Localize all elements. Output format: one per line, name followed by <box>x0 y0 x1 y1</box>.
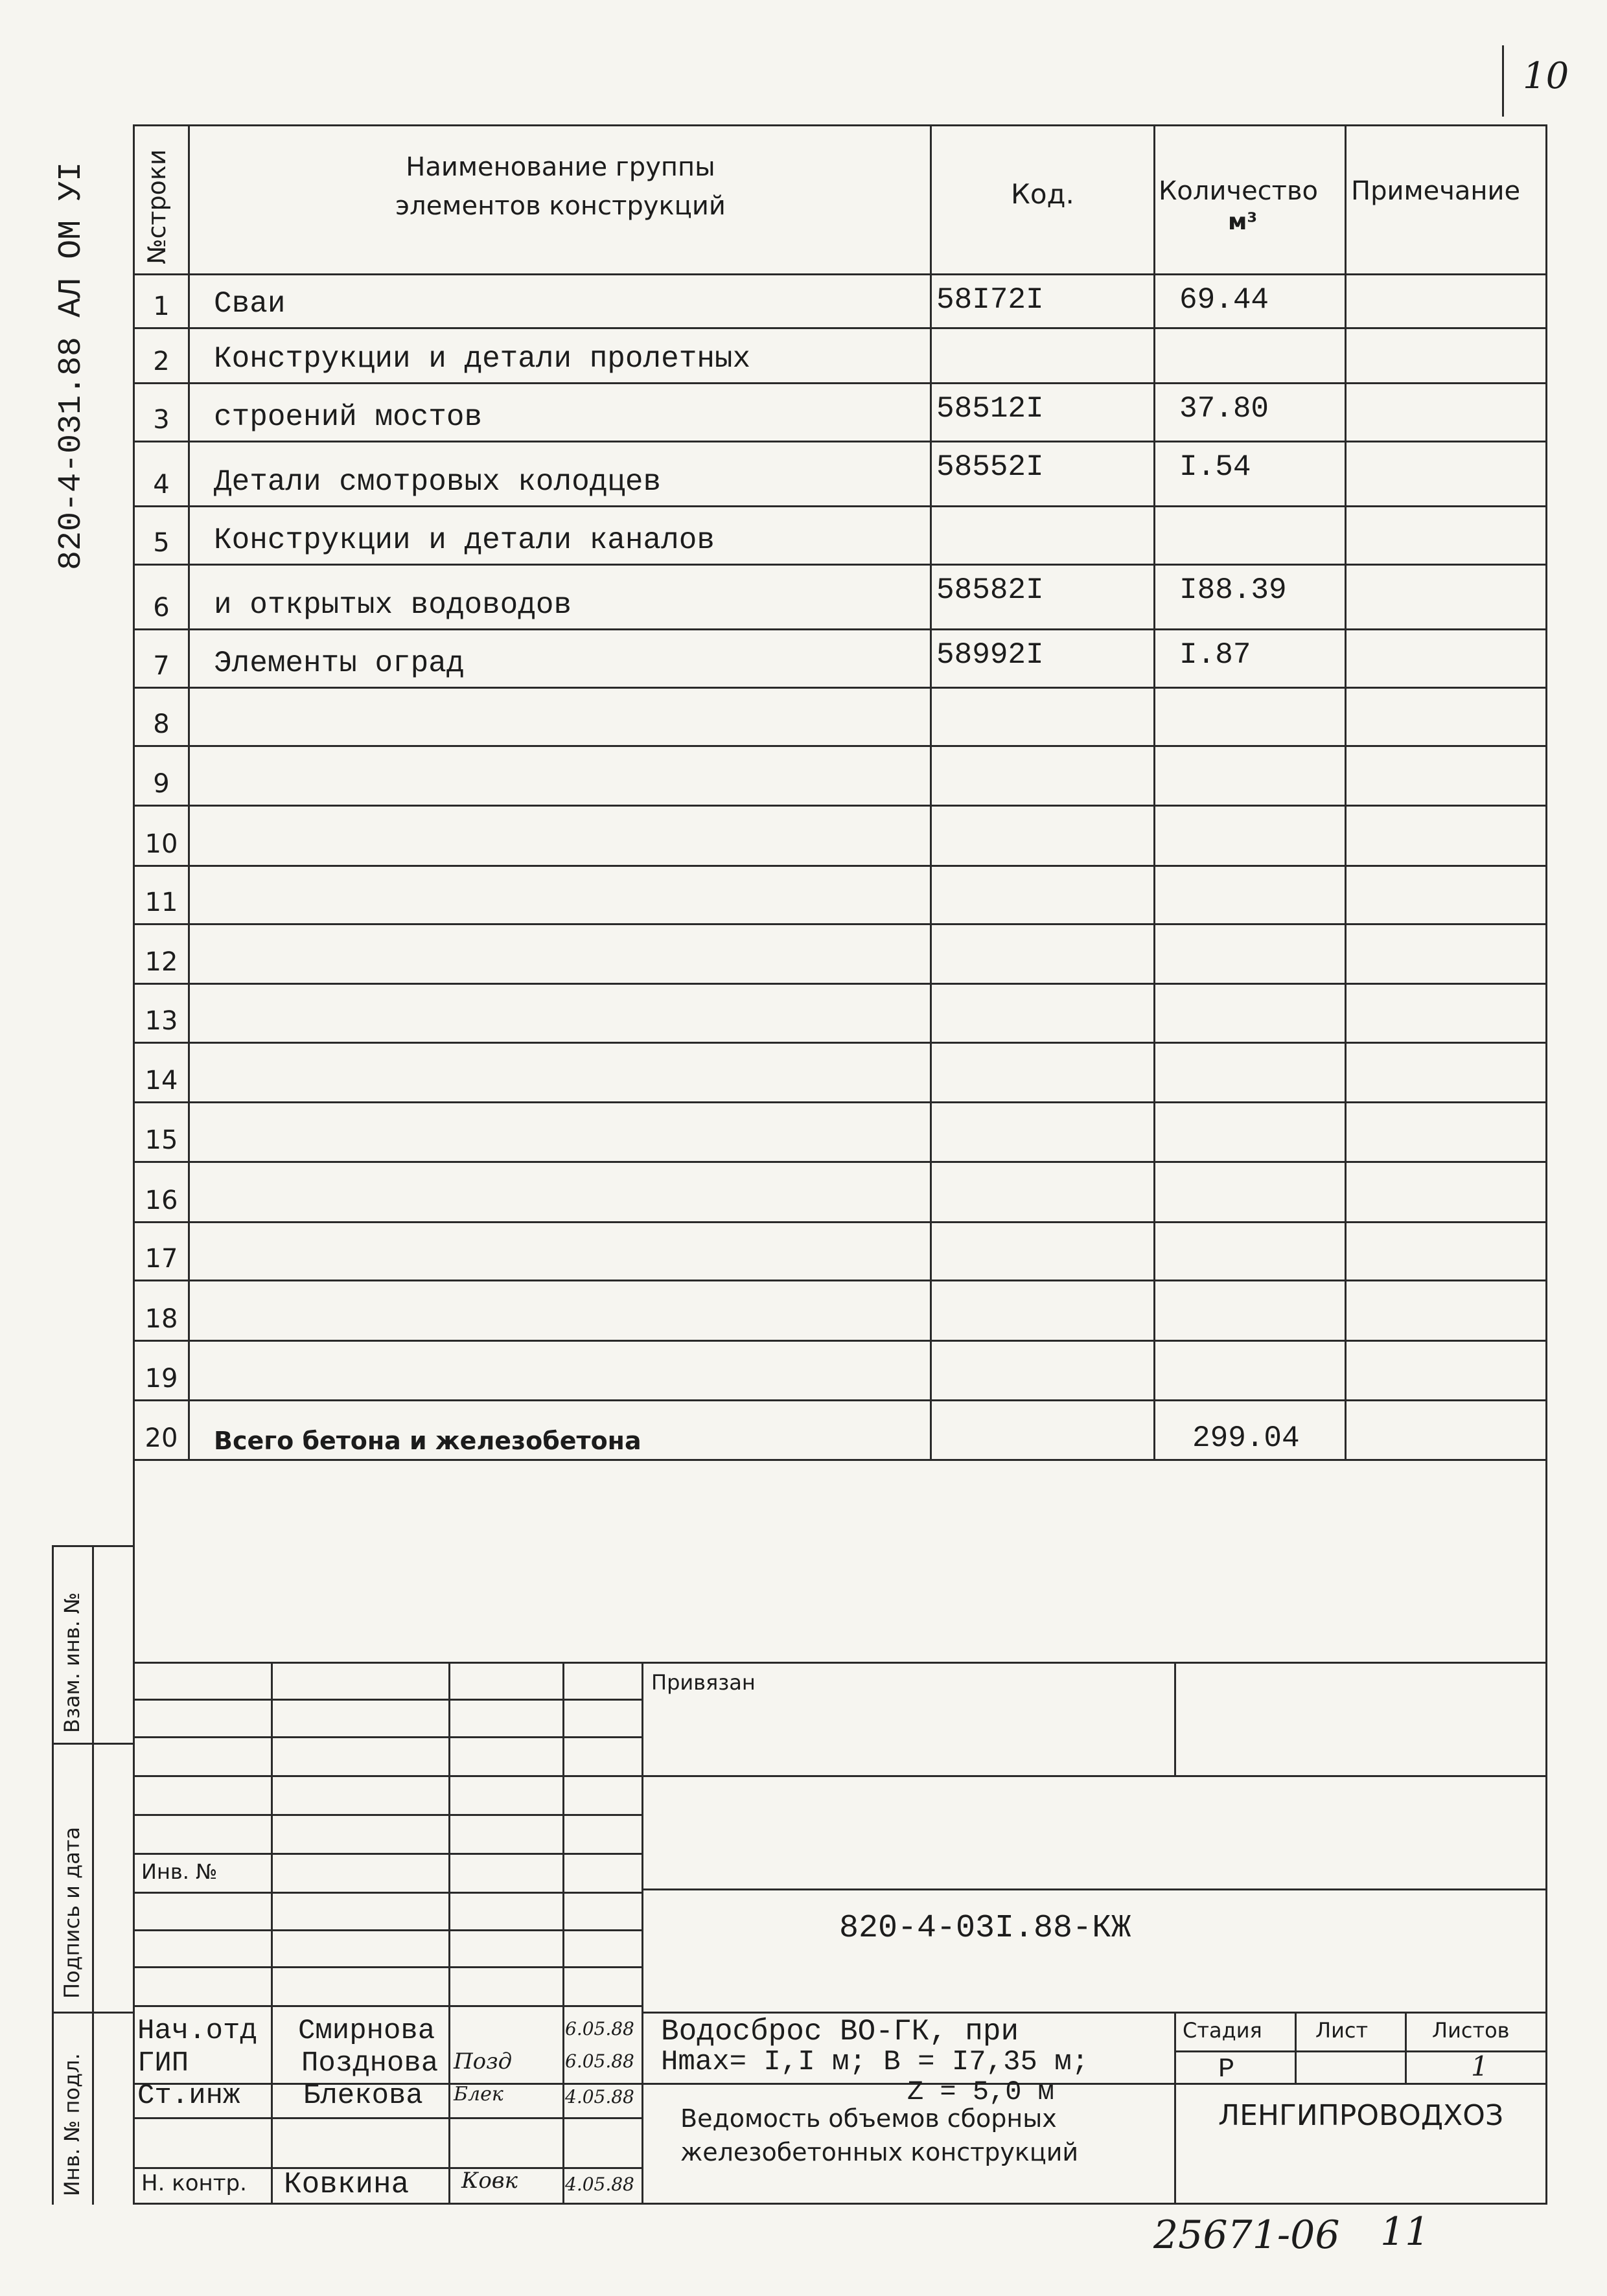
row-number: 12 <box>145 947 178 977</box>
header-quantity-unit: м³ <box>1228 209 1258 235</box>
row-number: 4 <box>153 470 170 499</box>
row-divider <box>133 923 1545 925</box>
sheet-label: Лист <box>1315 2018 1369 2043</box>
row-divider <box>133 687 1545 689</box>
row-divider <box>133 805 1545 807</box>
name-st-inzh: Блекова <box>303 2080 423 2112</box>
row-number: 18 <box>145 1304 178 1334</box>
row-number: 6 <box>153 593 170 623</box>
row-name: и открытых водоводов <box>214 588 572 622</box>
sheet-number: 10 <box>1523 55 1569 97</box>
row-divider <box>133 1221 1545 1223</box>
sheets-label: Листов <box>1432 2018 1510 2043</box>
title-line-1: Водосброс ВО-ГК, при <box>661 2015 1019 2049</box>
header-note: Примечание <box>1351 176 1521 206</box>
row-quantity: 37.80 <box>1179 392 1269 426</box>
row-name: Конструкции и детали пролетных <box>214 342 751 376</box>
row-code: 58992I <box>936 638 1044 672</box>
side-document-code: 820-4-031.88 АЛ ОМ УI <box>53 161 90 570</box>
footer-handwritten-number: 25671-06 <box>1153 2212 1340 2258</box>
row-name: Конструкции и детали каналов <box>214 523 715 557</box>
row-divider <box>133 1161 1545 1163</box>
side-label-podpis: Подпись и дата <box>60 1826 84 1999</box>
row-divider <box>133 382 1545 384</box>
row-number: 10 <box>145 829 178 859</box>
inv-no-label: Инв. № <box>141 1859 218 1884</box>
row-divider <box>133 1459 1545 1461</box>
row-name: Всего бетона и железобетона <box>214 1427 642 1455</box>
row-number: 14 <box>145 1066 178 1096</box>
date-st-inzh: 4.05.88 <box>565 2086 634 2107</box>
row-divider <box>133 327 1545 329</box>
row-quantity: I.87 <box>1179 638 1251 672</box>
title-line-2: Hmax= I,I м; B = I7,35 м; <box>661 2046 1089 2078</box>
row-number: 2 <box>153 347 170 376</box>
organization: ЛЕНГИПРОВОДХОЗ <box>1218 2099 1504 2132</box>
title-line-5: железобетонных конструкций <box>680 2138 1079 2166</box>
signature-st-inzh: Блек <box>454 2083 503 2106</box>
role-gip: ГИП <box>137 2047 189 2080</box>
row-name: Сваи <box>214 287 286 321</box>
signature-gip: Позд <box>454 2049 513 2074</box>
date-n-kontr: 4.05.88 <box>565 2174 634 2195</box>
row-number: 13 <box>145 1006 178 1036</box>
row-number: 15 <box>145 1125 178 1155</box>
header-row-number: №строки <box>143 149 171 264</box>
row-name: строений мостов <box>214 400 483 434</box>
row-number: 11 <box>145 888 178 917</box>
date-gip: 6.05.88 <box>565 2050 634 2072</box>
row-divider <box>133 1399 1545 1401</box>
sheets-value: 1 <box>1471 2050 1488 2082</box>
row-divider <box>133 628 1545 630</box>
privyazan-label: Привязан <box>651 1670 756 1695</box>
row-number: 20 <box>145 1423 178 1453</box>
footer-page-number: 11 <box>1380 2209 1430 2255</box>
row-name: Детали смотровых колодцев <box>214 465 662 499</box>
name-n-kontr: Ковкина <box>284 2168 410 2201</box>
name-gip: Позднова <box>301 2047 439 2080</box>
row-divider <box>133 564 1545 566</box>
row-quantity: 69.44 <box>1179 283 1269 317</box>
row-number: 8 <box>153 709 170 739</box>
row-divider <box>133 865 1545 867</box>
row-number: 17 <box>145 1244 178 1274</box>
row-divider <box>133 505 1545 507</box>
side-label-vzam: Взам. инв. № <box>60 1592 84 1733</box>
header-name-text: Наименование группы элементов конструкций <box>395 152 726 221</box>
row-code: 58I72I <box>936 283 1044 317</box>
date-nach-otd: 6.05.88 <box>565 2018 634 2039</box>
row-code: 58512I <box>936 392 1044 426</box>
row-divider <box>133 1280 1545 1281</box>
row-quantity: 299.04 <box>1192 1421 1300 1455</box>
role-n-kontr: Н. контр. <box>141 2170 247 2196</box>
row-number: 5 <box>153 528 170 558</box>
role-st-inzh: Ст.инж <box>137 2080 240 2112</box>
row-name: Элементы оград <box>214 647 465 680</box>
name-nach-otd: Смирнова <box>298 2015 435 2047</box>
row-number: 19 <box>145 1364 178 1394</box>
row-quantity: I88.39 <box>1179 573 1287 607</box>
header-quantity: Количество <box>1159 176 1319 206</box>
stage-value: Р <box>1218 2054 1235 2085</box>
row-divider <box>133 983 1545 985</box>
side-label-inv-podl: Инв. № подл. <box>60 2053 84 2196</box>
row-divider <box>133 441 1545 442</box>
row-code: 58582I <box>936 573 1044 607</box>
document-code: 820-4-03I.88-КЖ <box>839 1910 1131 1947</box>
row-divider <box>133 1101 1545 1103</box>
row-code: 58552I <box>936 450 1044 484</box>
header-code: Код. <box>1011 178 1074 210</box>
title-line-3: Z = 5,0 м <box>907 2076 1054 2107</box>
row-number: 3 <box>153 405 170 435</box>
row-quantity: I.54 <box>1179 450 1251 484</box>
stage-label: Стадия <box>1183 2018 1262 2043</box>
row-divider <box>133 745 1545 747</box>
row-number: 7 <box>153 651 170 681</box>
row-divider <box>133 1042 1545 1044</box>
row-number: 9 <box>153 769 170 799</box>
title-line-4: Ведомость объемов сборных <box>680 2104 1057 2133</box>
row-number: 16 <box>145 1186 178 1215</box>
signature-n-kontr: Ковк <box>461 2168 518 2194</box>
row-number: 1 <box>153 292 170 321</box>
header-name <box>191 148 930 225</box>
role-nach-otd: Нач.отд <box>137 2015 257 2047</box>
row-divider <box>133 1340 1545 1342</box>
